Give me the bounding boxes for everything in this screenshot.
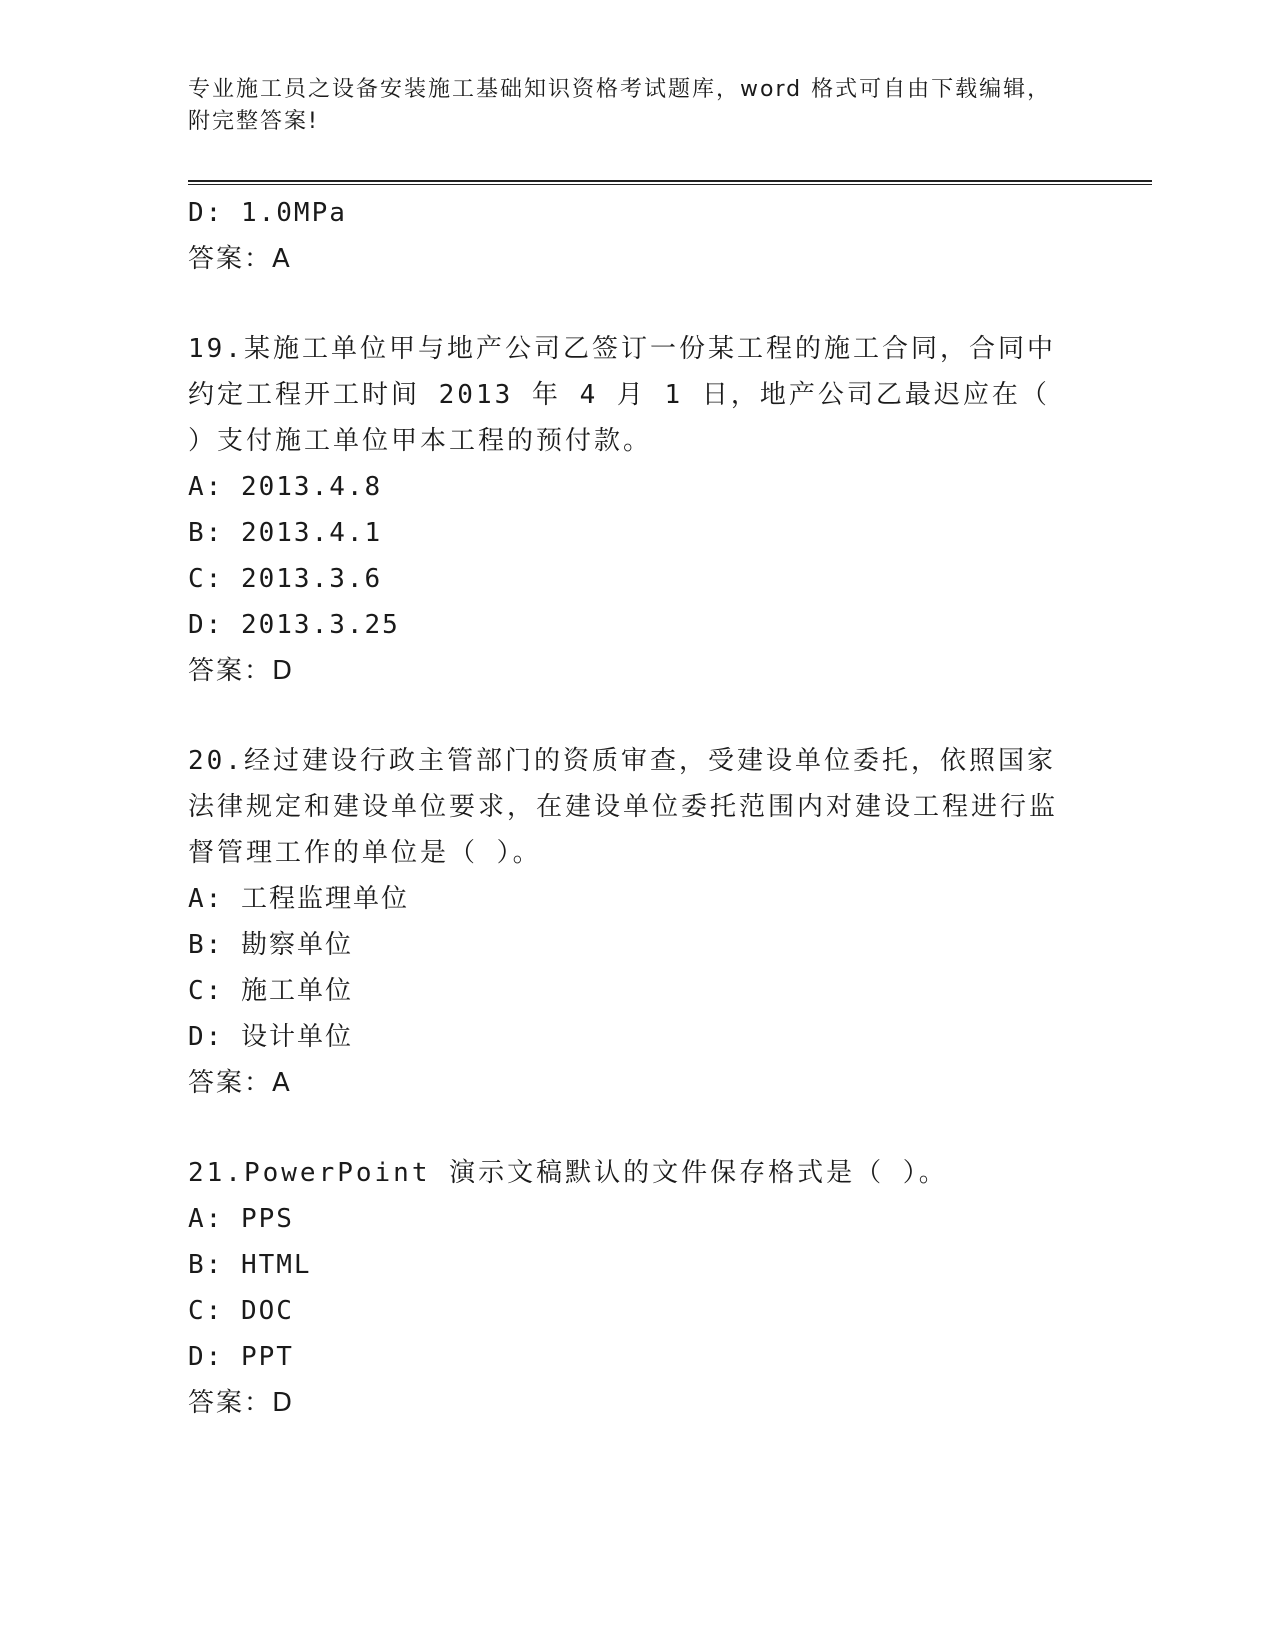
header-line-2: 附完整答案!: [188, 109, 319, 134]
option-a: A: 2013.4.8: [188, 472, 383, 502]
option-c: C: 施工单位: [188, 976, 353, 1006]
option-d: D: 2013.3.25: [188, 610, 400, 640]
header-divider-thin: [188, 184, 1152, 185]
prev-answer: 答案：A: [188, 244, 292, 274]
answer: 答案：A: [188, 1068, 292, 1098]
option-a: A: 工程监理单位: [188, 884, 409, 914]
question-text: 21.PowerPoint 演示文稿默认的文件保存格式是（ ）。: [188, 1158, 948, 1188]
header-line-1: 专业施工员之设备安装施工基础知识资格考试题库，word 格式可自由下载编辑，: [188, 77, 1052, 102]
question-list: [188, 190, 1088, 1426]
answer: 答案：D: [188, 1388, 295, 1418]
document-header: [188, 74, 1088, 138]
question-text: 20.经过建设行政主管部门的资质审查，受建设单位委托，依照国家法律规定和建设单位要求，在建设单位委托范围内对建设工程进行监督管理工作的单位是（ ）。: [188, 746, 1059, 868]
option-c: C: DOC: [188, 1296, 294, 1326]
option-d: D: PPT: [188, 1342, 294, 1372]
option-a: A: PPS: [188, 1204, 294, 1234]
spacer: [188, 1106, 1088, 1150]
option-c: C: 2013.3.6: [188, 564, 383, 594]
header-divider-thick: [188, 180, 1152, 182]
option-b: B: 勘察单位: [188, 930, 353, 960]
question-text: 19.某施工单位甲与地产公司乙签订一份某工程的施工合同，合同中约定工程开工时间 2013 年 4 月 1 日，地产公司乙最迟应在（ ）支付施工单位甲本工程的预付款。: [188, 334, 1056, 456]
question-21: [188, 1150, 1088, 1426]
answer: 答案：D: [188, 656, 295, 686]
spacer: [188, 694, 1088, 738]
spacer: [188, 282, 1088, 326]
prev-option-d: D: 1.0MPa: [188, 198, 347, 228]
option-b: B: HTML: [188, 1250, 312, 1280]
option-d: D: 设计单位: [188, 1022, 353, 1052]
question-19: [188, 326, 1088, 694]
question-20: [188, 738, 1088, 1106]
option-b: B: 2013.4.1: [188, 518, 383, 548]
